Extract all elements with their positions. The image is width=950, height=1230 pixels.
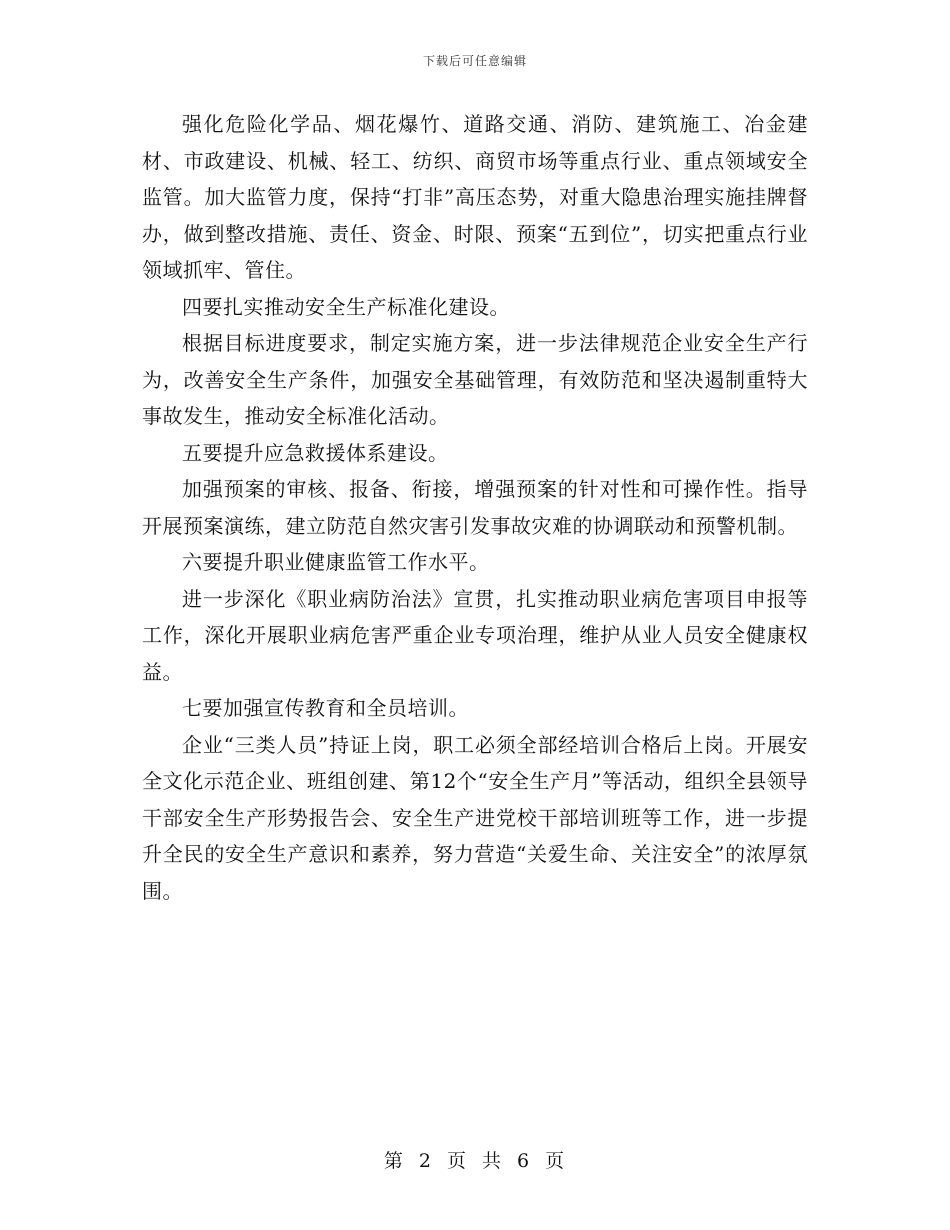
document-body — [142, 106, 808, 909]
section-heading: 五要提升应急救援体系建设。 — [182, 440, 449, 465]
page-header: 下载后可任意编辑 — [422, 54, 527, 68]
section-heading: 六要提升职业健康监管工作水平。 — [182, 550, 490, 574]
page-number: 第 2 页 共 6 页 — [383, 1150, 567, 1172]
paragraph: 根据目标进度要求，制定实施方案，进一步法律规范企业安全生产行为，改善安全生产条件，加强安全基础管理，有效防范和坚决遏制重特大事故发生，推动安全标准化活动。 — [142, 331, 808, 428]
paragraph: 进一步深化《职业病防治法》宣贯，扎实推动职业病危害项目申报等工作，深化开展职业病危害严重企业专项治理，维护从业人员安全健康权益。 — [142, 586, 808, 684]
paragraph: 强化危险化学品、烟花爆竹、道路交通、消防、建筑施工、冶金建材、市政建设、机械、轻工、纺织、商贸市场等重点行业、重点领域安全监管。加大监管力度，保持“打非”高压态势，对重大隐患治理实施挂牌督办，做到整改措施、责任、资金、时限、预案“五到位”，切实把重点行业领域抓牢、管住。 — [142, 112, 808, 282]
section-heading: 七要加强宣传教育和全员培训。 — [182, 696, 469, 720]
paragraph: 加强预案的审核、报备、衔接，增强预案的针对性和可操作性。指导开展预案演练，建立防范自然灾害引发事故灾难的协调联动和预警机制。 — [142, 477, 808, 538]
section-heading: 四要扎实推动安全生产标准化建设。 — [182, 294, 510, 319]
paragraph: 企业“三类人员”持证上岗，职工必须全部经培训合格后上岗。开展安全文化示范企业、班组创建、第12个“安全生产月”等活动，组织全县领导干部安全生产形势报告会、安全生产进党校干部培训班等工作，进一步提升全民的安全生产意识和素养，努力营造“关爱生命、关注安全”的浓厚氛围。 — [142, 732, 808, 903]
